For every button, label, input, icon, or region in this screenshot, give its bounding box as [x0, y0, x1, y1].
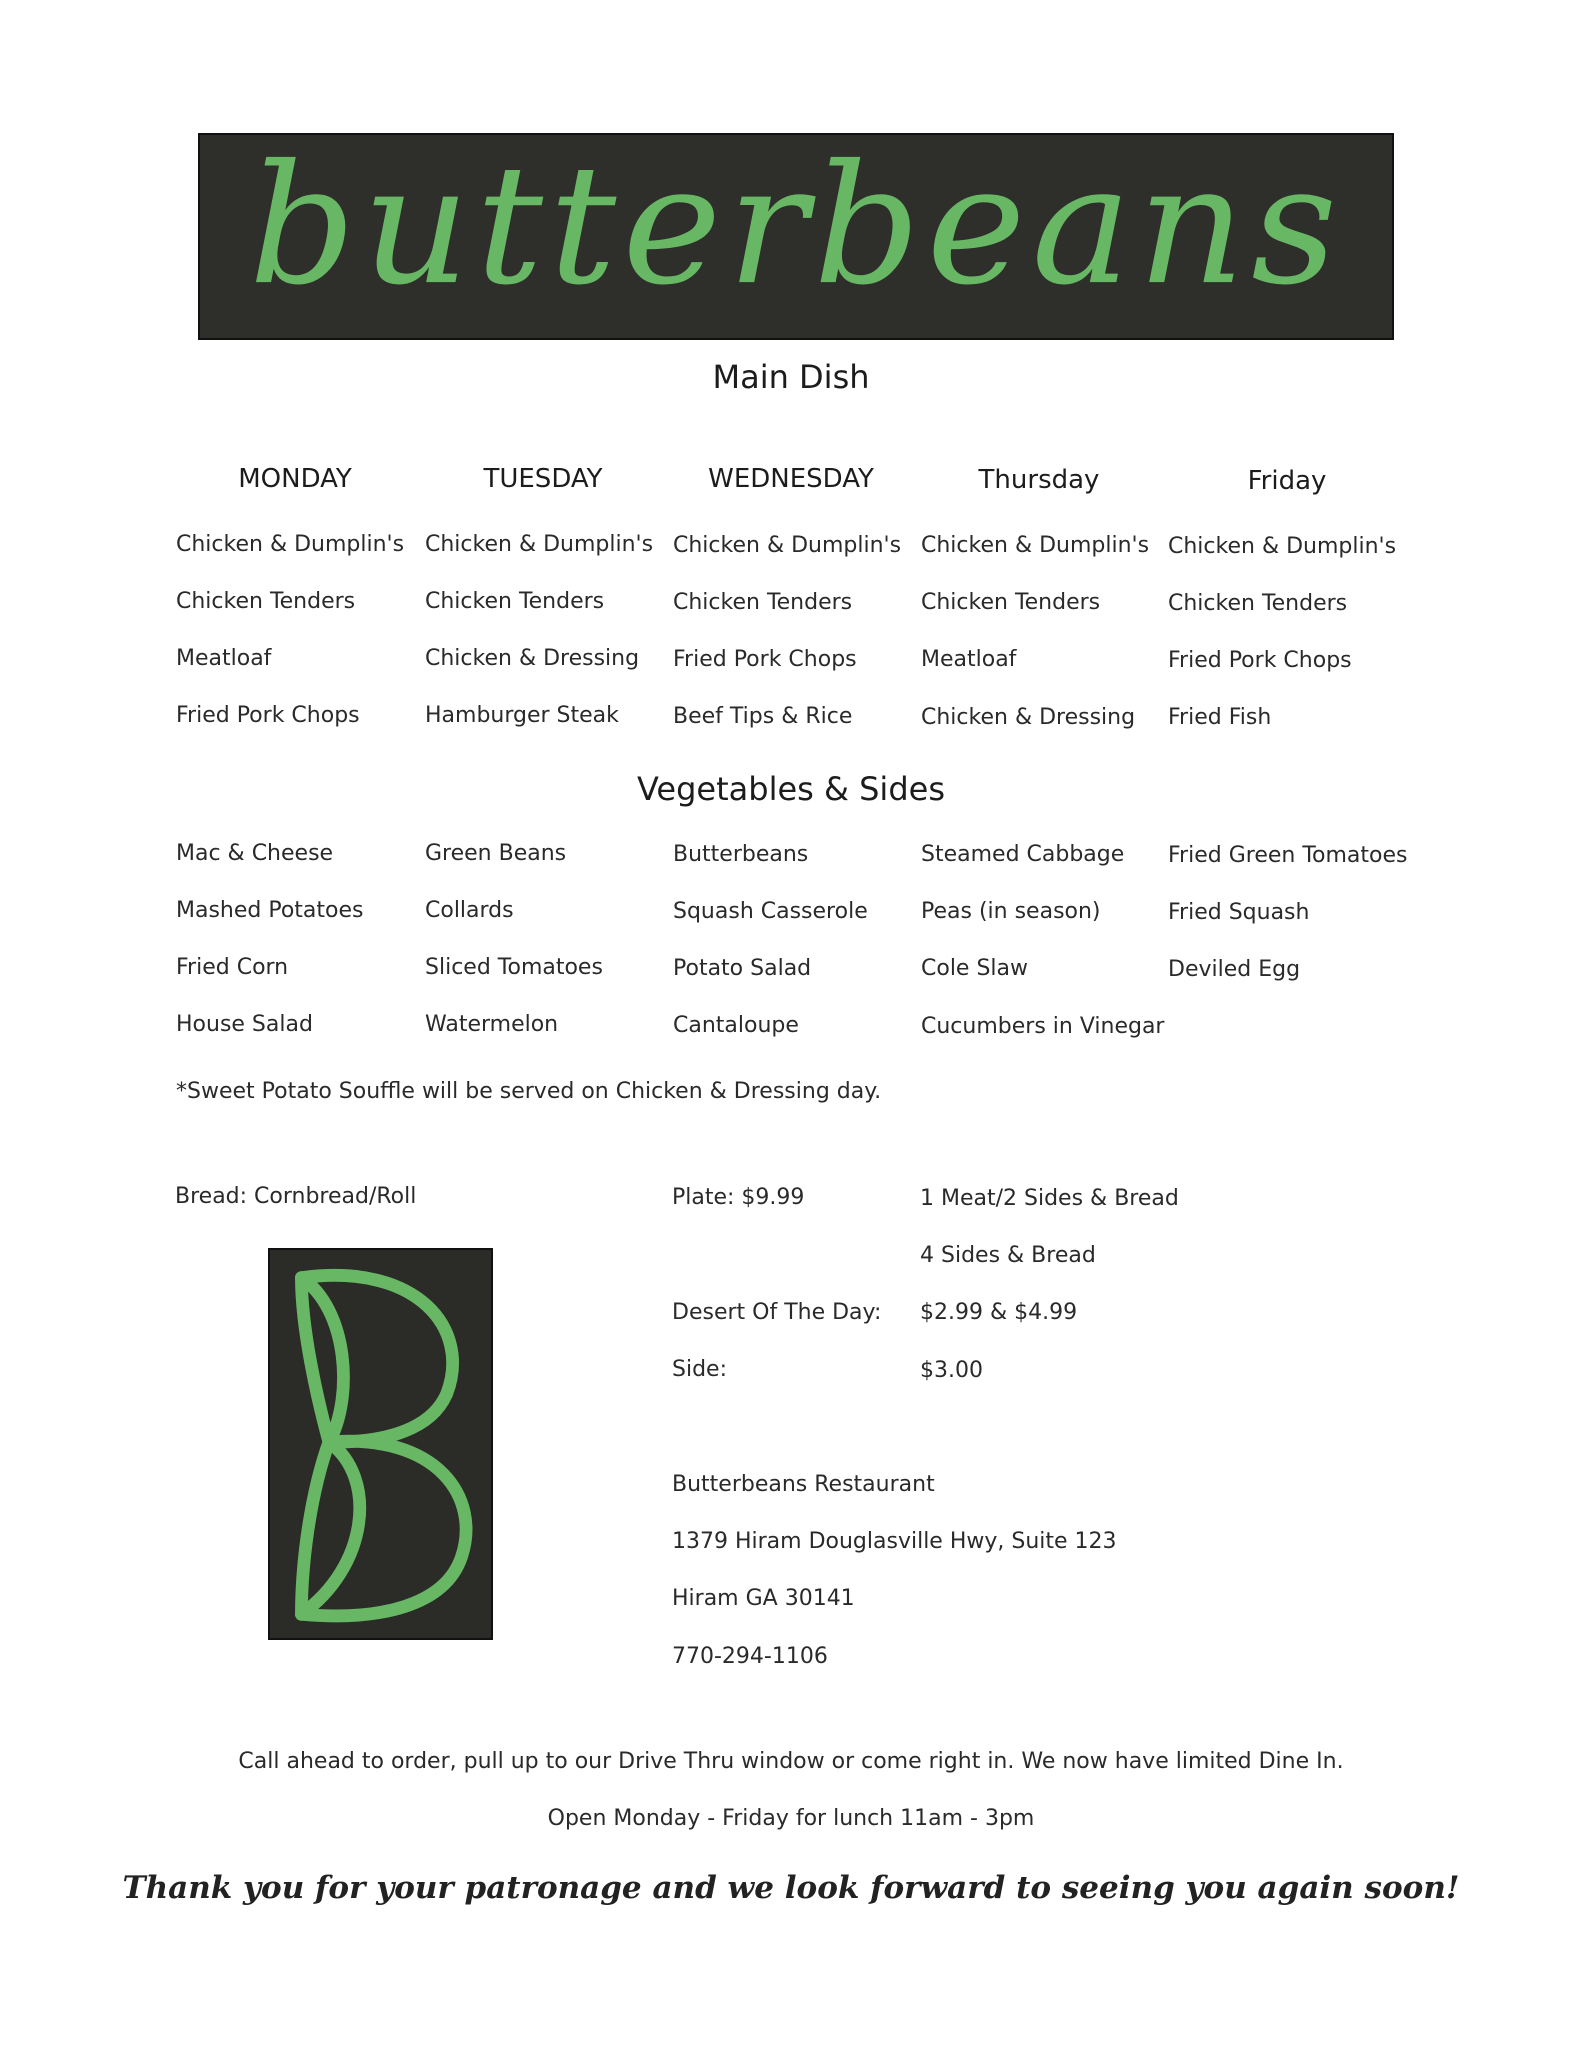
main-dish-item: Fried Fish [1168, 705, 1272, 730]
side-item: Sliced Tomatoes [425, 955, 603, 980]
plate-option-2: 4 Sides & Bread [920, 1243, 1096, 1268]
main-dish-item: Chicken & Dressing [425, 646, 640, 671]
restaurant-city: Hiram GA 30141 [672, 1586, 855, 1611]
restaurant-street: 1379 Hiram Douglasville Hwy, Suite 123 [672, 1529, 1117, 1554]
side-price: $3.00 [920, 1358, 983, 1383]
main-dish-item: Fried Pork Chops [1168, 648, 1352, 673]
main-dish-item: Chicken & Dumplin's [1168, 534, 1397, 559]
restaurant-phone: 770-294-1106 [672, 1644, 828, 1669]
side-item: Collards [425, 898, 514, 923]
day-heading-tuesday: TUESDAY [483, 464, 603, 494]
plate-price: Plate: $9.99 [672, 1185, 805, 1210]
main-dish-item: Hamburger Steak [425, 703, 619, 728]
day-heading-monday: MONDAY [238, 464, 352, 494]
main-dish-item: Beef Tips & Rice [673, 704, 853, 729]
restaurant-name: Butterbeans Restaurant [672, 1472, 935, 1497]
main-dish-heading: Main Dish [712, 358, 870, 396]
main-dish-item: Chicken Tenders [1168, 591, 1348, 616]
main-dish-item: Chicken Tenders [176, 589, 356, 614]
side-item: Cucumbers in Vinegar [921, 1014, 1165, 1039]
side-item: Cantaloupe [673, 1013, 799, 1038]
dessert-label: Desert Of The Day: [672, 1300, 882, 1325]
side-item: Mac & Cheese [176, 841, 334, 866]
main-dish-item: Chicken Tenders [921, 590, 1101, 615]
side-item: Watermelon [425, 1012, 559, 1037]
main-dish-item: Chicken & Dumplin's [673, 533, 902, 558]
side-item: Mashed Potatoes [176, 898, 364, 923]
bread-info: Bread: Cornbread/Roll [175, 1184, 417, 1209]
main-dish-item: Chicken & Dressing [921, 705, 1136, 730]
main-dish-item: Chicken Tenders [673, 590, 853, 615]
side-item: Green Beans [425, 841, 567, 866]
main-dish-item: Fried Pork Chops [176, 703, 360, 728]
main-dish-item: Chicken Tenders [425, 589, 605, 614]
sides-heading: Vegetables & Sides [637, 770, 945, 808]
butterbeans-b-logo [268, 1248, 493, 1640]
main-dish-item: Meatloaf [176, 646, 272, 671]
side-item: Peas (in season) [921, 899, 1101, 924]
order-info: Call ahead to order, pull up to our Drive Thru window or come right in. We now have limited Dine In. [238, 1749, 1344, 1774]
day-heading-wednesday: WEDNESDAY [708, 464, 874, 494]
main-dish-item: Chicken & Dumplin's [921, 533, 1150, 558]
thank-you-message: Thank you for your patronage and we look forward to seeing you again soon! [122, 1870, 1460, 1906]
main-dish-item: Chicken & Dumplin's [176, 532, 405, 557]
side-item: Fried Corn [176, 955, 289, 980]
side-item: Steamed Cabbage [921, 842, 1125, 867]
day-heading-friday: Friday [1247, 466, 1327, 496]
side-item: Potato Salad [673, 956, 812, 981]
side-item: Squash Casserole [673, 899, 868, 924]
plate-option-1: 1 Meat/2 Sides & Bread [920, 1186, 1179, 1211]
side-label: Side: [672, 1357, 727, 1382]
banner-logo-text: butterbeans [248, 135, 1344, 322]
souffle-note: *Sweet Potato Souffle will be served on Chicken & Dressing day. [176, 1079, 882, 1104]
main-dish-item: Chicken & Dumplin's [425, 532, 654, 557]
side-item: Butterbeans [673, 842, 809, 867]
butterbeans-banner-logo [198, 133, 1394, 340]
side-item: Cole Slaw [921, 956, 1029, 981]
side-item: Fried Squash [1168, 900, 1310, 925]
side-item: House Salad [176, 1012, 313, 1037]
day-heading-thursday: Thursday [978, 465, 1100, 495]
dessert-price: $2.99 & $4.99 [920, 1300, 1078, 1325]
side-item: Fried Green Tomatoes [1168, 843, 1408, 868]
main-dish-item: Fried Pork Chops [673, 647, 857, 672]
side-item: Deviled Egg [1168, 957, 1301, 982]
opening-hours: Open Monday - Friday for lunch 11am - 3pm [547, 1806, 1035, 1831]
main-dish-item: Meatloaf [921, 647, 1017, 672]
